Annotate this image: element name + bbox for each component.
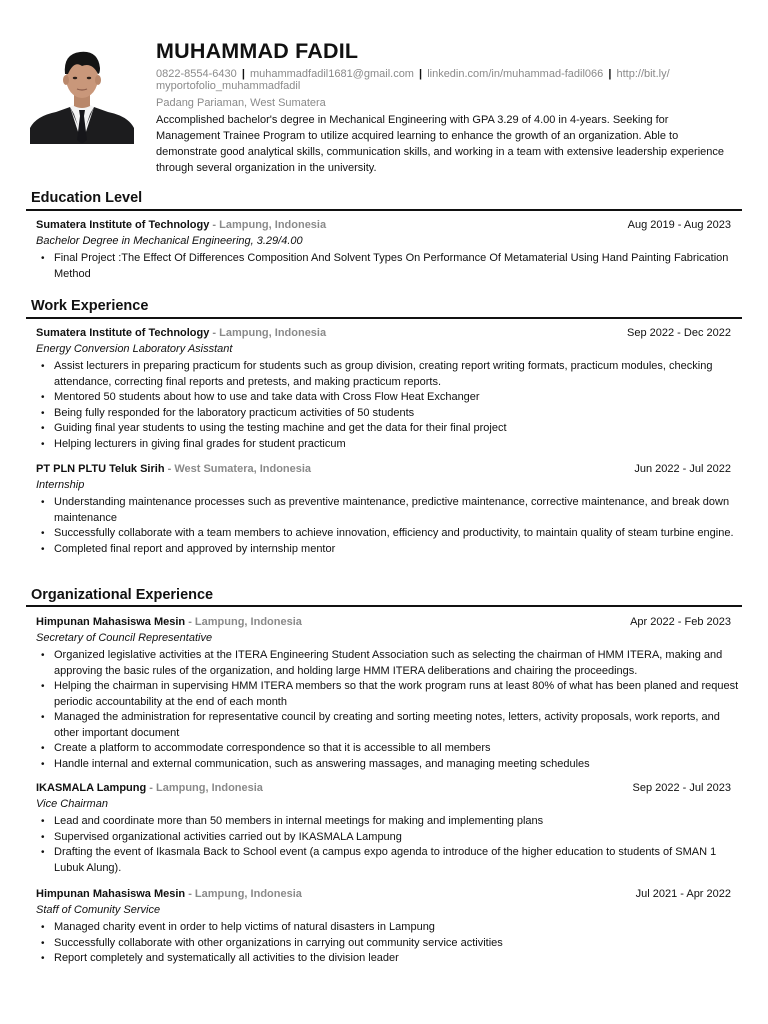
bullet-item: • Supervised organizational activities carried out by IKASMALA Lampung bbox=[36, 830, 741, 846]
organization-name: IKASMALA Lampung bbox=[36, 782, 147, 794]
section-divider bbox=[26, 209, 742, 211]
linkedin-link[interactable]: linkedin.com/in/muhammad-fadil066 bbox=[427, 68, 604, 80]
portfolio-link[interactable]: http://bit.ly/ myportofolio_muhammadfadil bbox=[156, 68, 670, 92]
email-link[interactable]: muhammadfadil1681@gmail.com bbox=[249, 68, 414, 80]
bullet-item: • Understanding maintenance processes such as preventive maintenance, predictive maintenance, corrective maintenance, and break down maintenance bbox=[36, 495, 741, 526]
bullet-item: • Completed final report and approved by internship mentor bbox=[36, 542, 741, 558]
bullet-item: • Create a platform to accommodate correspondence so that it is accessible to all members bbox=[36, 741, 741, 757]
entry-date: Sep 2022 - Dec 2022 bbox=[627, 327, 731, 339]
section-divider bbox=[26, 317, 742, 319]
professional-summary: Accomplished bachelor's degree in Mechanical Engineering with GPA 3.29 of 4.00 in 4-years. Seeking for Management Trainee Program to utilize acquired learning to enhance the growth of an organization. Able to demonstrate good analytical skills, communication skills, and working in a team with extensive leadership experience through several organization in the university. bbox=[156, 114, 725, 174]
entry-location: - Lampung, Indonesia bbox=[146, 782, 263, 794]
entry-date: Apr 2022 - Feb 2023 bbox=[630, 616, 731, 628]
entry-date: Jun 2022 - Jul 2022 bbox=[634, 463, 731, 475]
entry-role: Energy Conversion Laboratory Asisstant bbox=[36, 343, 233, 355]
bullet-item: • Helping the chairman in supervising HMM ITERA members so that the work program runs at least 80% of what has been planed and request periodic accountability at the end of each month bbox=[36, 679, 741, 710]
bullet-item: • Managed the administration for representative council by creating and sorting meeting notes, letters, activity proposals, work reports, and other important document bbox=[36, 710, 741, 741]
entry-location: - Lampung, Indonesia bbox=[209, 327, 327, 339]
contact-line bbox=[156, 68, 726, 92]
section-title-education: Education Level bbox=[31, 190, 143, 206]
section-title-organizational: Organizational Experience bbox=[31, 587, 214, 603]
contact-separator: | bbox=[419, 68, 423, 80]
education-entry bbox=[36, 217, 736, 282]
resume-header bbox=[30, 38, 745, 178]
bullet-item: • Mentored 50 students about how to use and take data with Cross Flow Heat Exchanger bbox=[36, 390, 741, 406]
entry-bullets bbox=[36, 495, 736, 557]
institution-name: Sumatera Institute of Technology bbox=[36, 219, 210, 231]
section-divider bbox=[26, 605, 742, 607]
entry-date: Jul 2021 - Apr 2022 bbox=[635, 888, 731, 900]
entry-date: Sep 2022 - Jul 2023 bbox=[632, 782, 731, 794]
bullet-item: • Lead and coordinate more than 50 members in internal meetings for making and implementing plans bbox=[36, 814, 741, 830]
bullet-item: • Being fully responded for the laboratory practicum activities of 50 students bbox=[36, 406, 741, 422]
entry-bullets bbox=[36, 814, 736, 876]
section-title-work: Work Experience bbox=[31, 298, 149, 314]
entry-role: Vice Chairman bbox=[36, 798, 108, 810]
entry-location: - Lampung, Indonesia bbox=[185, 888, 302, 900]
entry-bullets bbox=[36, 648, 739, 772]
profile-photo bbox=[30, 44, 134, 144]
entry-date: Aug 2019 - Aug 2023 bbox=[627, 219, 731, 231]
work-entry bbox=[36, 461, 736, 557]
entry-role: Staff of Comunity Service bbox=[36, 904, 161, 916]
organization-entry bbox=[36, 780, 736, 876]
organization-entry bbox=[36, 614, 739, 772]
organization-name: Himpunan Mahasiswa Mesin bbox=[36, 616, 186, 628]
entry-role: Bachelor Degree in Mechanical Engineering, 3.29/4.00 bbox=[36, 235, 303, 247]
employer-name: Sumatera Institute of Technology bbox=[36, 327, 210, 339]
bullet-item: • Managed charity event in order to help victims of natural disasters in Lampung bbox=[36, 920, 741, 936]
organization-entry bbox=[36, 886, 736, 967]
bullet-item: • Organized legislative activities at the ITERA Engineering Student Association such as selecting the chairman of HMM ITERA, making and approving the basic rules of the organization, and holding large HMM ITERA deliberations and chairing the proceedings. bbox=[36, 648, 741, 679]
home-location: Padang Pariaman, West Sumatera bbox=[156, 97, 326, 109]
entry-role: Internship bbox=[36, 479, 85, 491]
entry-role: Secretary of Council Representative bbox=[36, 632, 213, 644]
work-entry bbox=[36, 325, 736, 452]
bullet-item: • Assist lecturers in preparing practicum for students such as group division, creating report writing formats, practicum modules, checking attendance, correcting final reports and pretests, and making practicum reports. bbox=[36, 359, 741, 390]
bullet-item: • Handle internal and external communication, such as answering massages, and managing meeting schedules bbox=[36, 757, 741, 773]
contact-separator: | bbox=[241, 68, 245, 80]
bullet-item: • Successfully collaborate with a team members to achieve innovation, efficiency and productivity, to maintain quality of steam turbine engine. bbox=[36, 526, 741, 542]
entry-bullets bbox=[36, 359, 736, 452]
entry-location: - Lampung, Indonesia bbox=[185, 616, 302, 628]
bullet-item: • Drafting the event of Ikasmala Back to School event (a campus expo agenda to introduce of the higher education to students of SMAN 1 Lubuk Alung). bbox=[36, 845, 741, 876]
bullet-item: • Final Project :The Effect Of Differences Composition And Solvent Types On Performance Of Metamaterial Using Hand Painting Fabrication Method bbox=[36, 251, 741, 282]
entry-location: - West Sumatera, Indonesia bbox=[164, 463, 312, 475]
phone-number[interactable]: 0822-8554-6430 bbox=[156, 68, 237, 80]
bullet-item: • Successfully collaborate with other organizations in carrying out community service activities bbox=[36, 936, 741, 952]
bullet-item: • Report completely and systematically all activities to the division leader bbox=[36, 951, 741, 967]
entry-bullets bbox=[36, 920, 736, 967]
entry-bullets bbox=[36, 251, 736, 282]
contact-separator: | bbox=[608, 68, 612, 80]
candidate-name: MUHAMMAD FADIL bbox=[156, 39, 359, 63]
employer-name: PT PLN PLTU Teluk Sirih bbox=[36, 463, 165, 475]
bullet-item: • Guiding final year students to using the testing machine and get the data for their final project bbox=[36, 421, 741, 437]
entry-location: - Lampung, Indonesia bbox=[209, 219, 327, 231]
bullet-item: • Helping lecturers in giving final grades for student practicum bbox=[36, 437, 741, 453]
organization-name: Himpunan Mahasiswa Mesin bbox=[36, 888, 186, 900]
